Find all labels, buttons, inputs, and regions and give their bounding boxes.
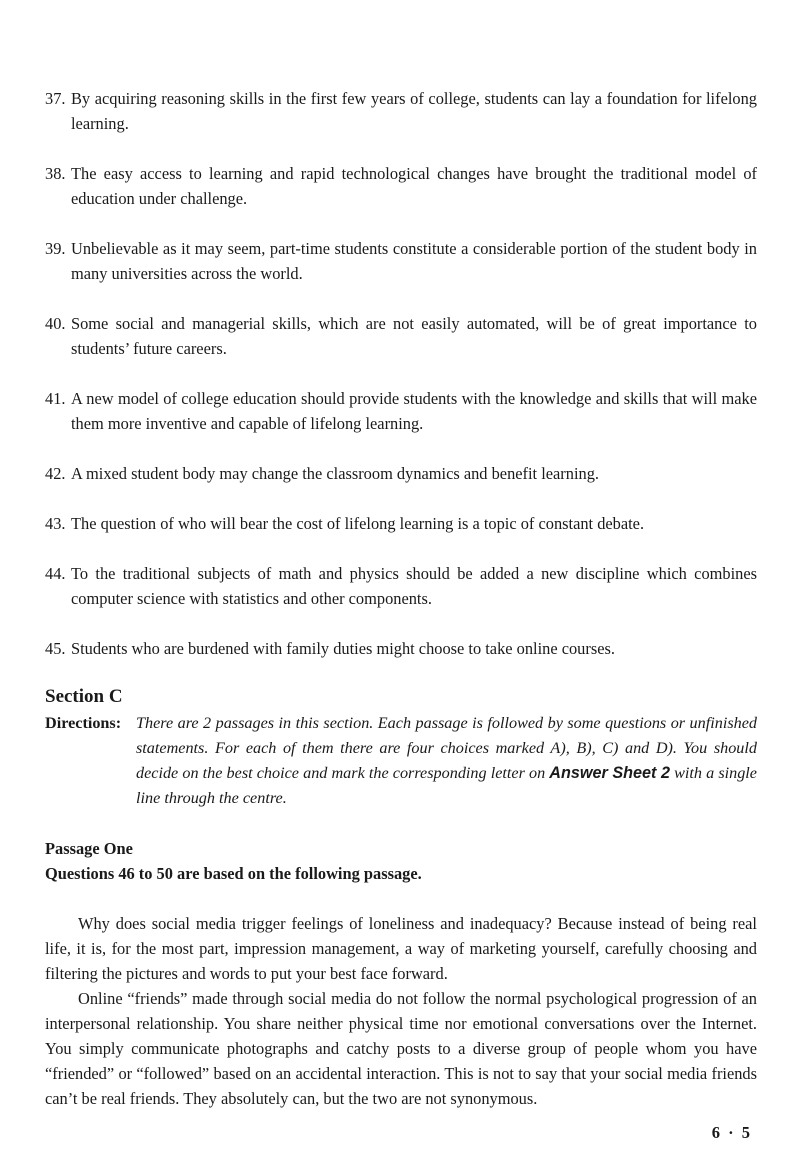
statement-text: A new model of college education should provide students with the knowledge and skills that will make them more inventive and capable of lifelong learning. xyxy=(71,389,757,433)
statement-item xyxy=(45,386,757,436)
statement-text: Unbelievable as it may seem, part-time students constitute a considerable portion of the student body in many universities across the world. xyxy=(71,239,757,283)
statement-number: 39. xyxy=(45,239,66,258)
section-title: Section C xyxy=(45,686,123,707)
statement-number: 43. xyxy=(45,514,66,533)
statement-text: The question of who will bear the cost of lifelong learning is a topic of constant debate. xyxy=(71,514,645,533)
statement-item xyxy=(45,511,757,536)
statement-number: 45. xyxy=(45,639,66,658)
statement-text: A mixed student body may change the classroom dynamics and benefit learning. xyxy=(71,464,600,483)
statement-number: 38. xyxy=(45,164,66,183)
statement-item xyxy=(45,561,757,611)
statement-list xyxy=(45,86,757,686)
statement-number: 37. xyxy=(45,89,66,108)
passage-subtitle: Questions 46 to 50 are based on the following passage. xyxy=(45,864,422,883)
statement-number: 44. xyxy=(45,564,66,583)
passage-title: Passage One xyxy=(45,839,133,858)
directions-block xyxy=(45,711,757,811)
directions-label: Directions: xyxy=(45,714,122,732)
statement-text: The easy access to learning and rapid technological changes have brought the traditional model of education under challenge. xyxy=(71,164,757,208)
passage-body xyxy=(45,911,757,1111)
page-number: 6 · 5 xyxy=(711,1123,752,1142)
statement-number: 42. xyxy=(45,464,66,483)
statement-item xyxy=(45,461,757,486)
statement-text: By acquiring reasoning skills in the first few years of college, students can lay a foundation for lifelong learning. xyxy=(71,89,757,133)
directions-text-part-2: with a single line through the centre. xyxy=(136,764,757,807)
statement-text: To the traditional subjects of math and physics should be added a new discipline which combines computer science with statistics and other components. xyxy=(71,564,757,608)
statement-item xyxy=(45,236,757,286)
statement-number: 41. xyxy=(45,389,66,408)
statement-item xyxy=(45,636,757,661)
statement-text: Some social and managerial skills, which are not easily automated, will be of great importance to students’ future careers. xyxy=(71,314,757,358)
directions-text-part-1: There are 2 passages in this section. Each passage is followed by some questions or unfinished statements. For each of them there are four choices marked A), B), C) and D). You should decide on the best choice and mark the corresponding letter on xyxy=(136,714,757,782)
directions-text xyxy=(136,711,757,811)
statement-number: 40. xyxy=(45,314,66,333)
statement-item xyxy=(45,161,757,211)
passage-paragraph: Online “friends” made through social media do not follow the normal psychological progression of an interpersonal relationship. You share neither physical time nor emotional conversations over the Internet. You simply communicate photographs and catchy posts to a diverse group of people whom you have “friended” or “followed” based on an accidental interaction. This is not to say that your social media friends can’t be real friends. They absolutely can, but the two are not synonymous. xyxy=(45,989,757,1108)
statement-item xyxy=(45,86,757,136)
statement-item xyxy=(45,311,757,361)
passage-paragraph: Why does social media trigger feelings of loneliness and inadequacy? Because instead of being real life, it is, for the most part, impression management, a way of marketing yourself, carefully choosing and filtering the pictures and words to put your best face forward. xyxy=(45,914,757,983)
answer-sheet-label: Answer Sheet 2 xyxy=(549,764,670,782)
statement-text: Students who are burdened with family duties might choose to take online courses. xyxy=(71,639,615,658)
